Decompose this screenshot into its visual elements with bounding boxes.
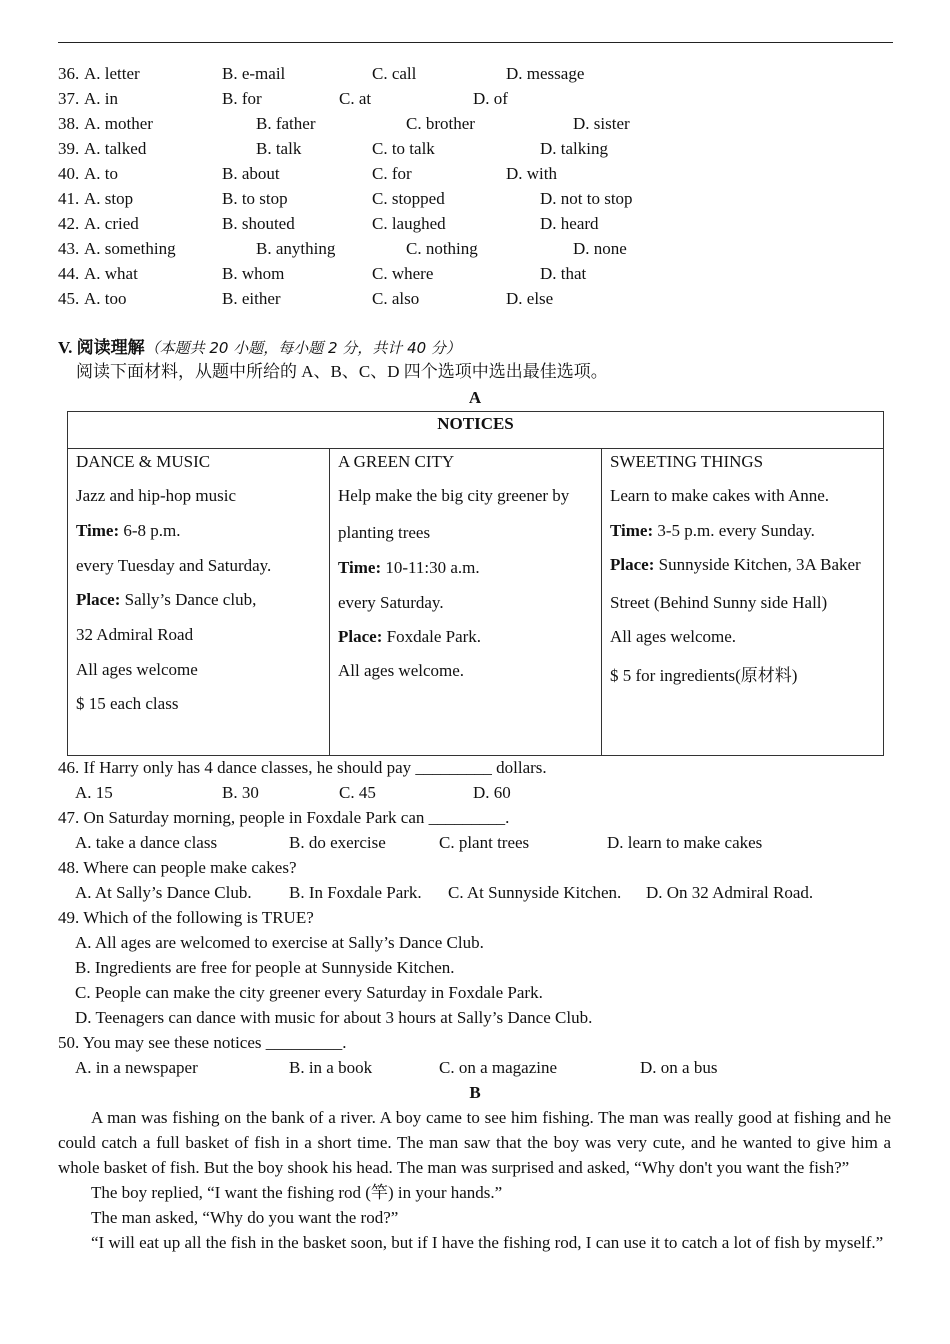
notice-ages: All ages welcome. — [610, 627, 737, 646]
option-a[interactable]: A. stop — [84, 189, 134, 208]
option-c[interactable]: C. nothing — [406, 239, 478, 258]
option-d[interactable]: D. 60 — [473, 783, 511, 802]
time-label: Time: — [610, 521, 654, 540]
notice-green-city — [330, 449, 602, 756]
notice-ages: All ages welcome — [76, 660, 198, 679]
option-d[interactable]: D. On 32 Admiral Road. — [646, 883, 814, 902]
section-instruction: 阅读下面材料，从题中所给的 A、B、C、D 四个选项中选出最佳选项。 — [76, 362, 608, 381]
option-d[interactable]: D. not to stop — [540, 189, 633, 208]
option-d[interactable]: D. of — [473, 89, 508, 108]
option-b[interactable]: B. whom — [222, 264, 285, 283]
option-d[interactable]: D. else — [506, 289, 554, 308]
option-a[interactable]: A. in a newspaper — [75, 1058, 198, 1077]
notice-time — [610, 521, 815, 541]
place-value: Sally’s Dance club, — [120, 590, 257, 609]
option-a[interactable]: A. something — [84, 239, 176, 258]
option-c[interactable]: C. At Sunnyside Kitchen. — [448, 883, 622, 902]
option-c[interactable]: C. laughed — [372, 214, 446, 233]
notice-place-address: 32 Admiral Road — [76, 625, 194, 644]
question-number: 38. — [58, 114, 80, 133]
section-title: V. 阅读理解 — [58, 338, 145, 357]
time-value: 6-8 p.m. — [119, 521, 181, 540]
time-value: 3-5 p.m. every Sunday. — [653, 521, 815, 540]
option-d[interactable]: D. talking — [540, 139, 608, 158]
notice-price: $ 15 each class — [76, 694, 179, 713]
option-c[interactable]: C. People can make the city greener every Saturday in Foxdale Park. — [75, 983, 543, 1002]
option-b[interactable]: B. 30 — [222, 783, 259, 802]
passage-b-paragraph-4: “I will eat up all the fish in the basket soon, but if I have the fishing rod, I can use it to catch a lot of fish by myself.” — [91, 1233, 884, 1252]
option-c[interactable]: C. to talk — [372, 139, 435, 158]
option-b[interactable]: B. either — [222, 289, 281, 308]
option-d[interactable]: D. sister — [573, 114, 630, 133]
place-value: Foxdale Park. — [382, 627, 482, 646]
question-number: 45. — [58, 289, 80, 308]
option-b[interactable]: B. Ingredients are free for people at Sunnyside Kitchen. — [75, 958, 455, 977]
option-a[interactable]: A. talked — [84, 139, 147, 158]
place-label: Place: — [76, 590, 121, 609]
place-label: Place: — [338, 627, 383, 646]
notices-title: NOTICES — [437, 414, 514, 433]
option-c[interactable]: C. at — [339, 89, 372, 108]
passage-b-paragraph-3: The man asked, “Why do you want the rod?” — [91, 1208, 399, 1227]
option-d[interactable]: D. message — [506, 64, 585, 83]
time-label: Time: — [76, 521, 120, 540]
question-stem: 47. On Saturday morning, people in Foxdale Park can _________. — [58, 808, 510, 827]
option-d[interactable]: D. with — [506, 164, 557, 183]
notices-table — [67, 411, 884, 756]
option-c[interactable]: C. plant trees — [439, 833, 530, 852]
option-a[interactable]: A. mother — [84, 114, 153, 133]
notice-time-days: every Tuesday and Saturday. — [76, 556, 272, 575]
question-stem: 49. Which of the following is TRUE? — [58, 908, 314, 927]
option-b[interactable]: B. for — [222, 89, 262, 108]
notice-time — [338, 558, 480, 578]
question-number: 39. — [58, 139, 80, 158]
question-number: 41. — [58, 189, 80, 208]
option-b[interactable]: B. talk — [256, 139, 302, 158]
question-number: 43. — [58, 239, 80, 258]
option-d[interactable]: D. on a bus — [640, 1058, 718, 1077]
option-c[interactable]: C. call — [372, 64, 417, 83]
option-b[interactable]: B. to stop — [222, 189, 288, 208]
option-a[interactable]: A. too — [84, 289, 127, 308]
option-b[interactable]: B. anything — [256, 239, 336, 258]
option-b[interactable]: B. do exercise — [289, 833, 386, 852]
option-c[interactable]: C. brother — [406, 114, 475, 133]
notice-price: $ 5 for ingredients(原材料) — [610, 666, 798, 685]
option-a[interactable]: A. 15 — [75, 783, 113, 802]
option-c[interactable]: C. for — [372, 164, 412, 183]
notice-time-days: every Saturday. — [338, 593, 444, 612]
option-b[interactable]: B. in a book — [289, 1058, 373, 1077]
notice-ages: All ages welcome. — [338, 661, 465, 680]
option-a[interactable]: A. At Sally’s Dance Club. — [75, 883, 252, 902]
question-number: 42. — [58, 214, 80, 233]
option-b[interactable]: B. father — [256, 114, 316, 133]
option-a[interactable]: A. in — [84, 89, 118, 108]
place-value: Sunnyside Kitchen, 3A Baker — [654, 555, 861, 574]
option-b[interactable]: B. In Foxdale Park. — [289, 883, 422, 902]
option-d[interactable]: D. learn to make cakes — [607, 833, 763, 852]
notice-sweeting-things — [602, 449, 884, 756]
option-a[interactable]: A. what — [84, 264, 138, 283]
time-label: Time: — [338, 558, 382, 577]
option-d[interactable]: D. heard — [540, 214, 599, 233]
notice-heading: A GREEN CITY — [338, 452, 455, 471]
section-heading — [58, 337, 461, 359]
notice-place — [76, 590, 256, 610]
passage-b-paragraph-2: The boy replied, “I want the fishing rod (竿) in your hands.” — [91, 1183, 503, 1202]
notice-place — [610, 555, 861, 575]
question-number: 40. — [58, 164, 80, 183]
question-stem: 46. If Harry only has 4 dance classes, he should pay _________ dollars. — [58, 758, 547, 777]
passage-b-paragraph-1: A man was fishing on the bank of a river. A boy came to see him fishing. The man was really good at fishing and he could catch a full basket of fish in a short time. The man saw that the boy was very cute, and he wanted to give him a whole basket of fish. But the boy shook his head. The man was surprised and asked, “Why don't you want the fish?” — [58, 1108, 891, 1177]
notice-heading: SWEETING THINGS — [610, 452, 764, 471]
question-number: 36. — [58, 64, 80, 83]
option-a[interactable]: A. letter — [84, 64, 140, 83]
option-a[interactable]: A. All ages are welcomed to exercise at Sally’s Dance Club. — [75, 933, 484, 952]
header-rule — [58, 42, 893, 43]
notice-time — [76, 521, 181, 541]
notice-place — [338, 627, 481, 647]
notice-desc-cont: planting trees — [338, 523, 431, 542]
option-b[interactable]: B. e-mail — [222, 64, 286, 83]
option-d[interactable]: D. Teenagers can dance with music for about 3 hours at Sally’s Dance Club. — [75, 1008, 593, 1027]
notice-heading: DANCE & MUSIC — [76, 452, 211, 471]
notice-desc: Help make the big city greener by — [338, 486, 570, 505]
option-a[interactable]: A. to — [84, 164, 118, 183]
option-b[interactable]: B. shouted — [222, 214, 295, 233]
option-c[interactable]: C. 45 — [339, 783, 376, 802]
notice-desc: Learn to make cakes with Anne. — [610, 486, 830, 505]
option-a[interactable]: A. cried — [84, 214, 139, 233]
section-note: （本题共 20 小题，每小题 2 分，共计 40 分） — [144, 339, 461, 357]
passage-a-label: A — [468, 388, 482, 407]
option-c[interactable]: C. also — [372, 289, 420, 308]
notices-title-cell — [68, 412, 884, 449]
question-stem: 50. You may see these notices _________. — [58, 1033, 347, 1052]
option-b[interactable]: B. about — [222, 164, 280, 183]
place-label: Place: — [610, 555, 655, 574]
question-number: 44. — [58, 264, 80, 283]
option-d[interactable]: D. that — [540, 264, 587, 283]
notice-place-address: Street (Behind Sunny side Hall) — [610, 593, 828, 612]
notice-desc: Jazz and hip-hop music — [76, 486, 237, 505]
option-d[interactable]: D. none — [573, 239, 627, 258]
notice-dance-music — [68, 449, 330, 756]
question-number: 37. — [58, 89, 80, 108]
question-stem: 48. Where can people make cakes? — [58, 858, 297, 877]
option-c[interactable]: C. on a magazine — [439, 1058, 558, 1077]
time-value: 10-11:30 a.m. — [381, 558, 480, 577]
option-c[interactable]: C. stopped — [372, 189, 445, 208]
passage-b-label: B — [469, 1083, 481, 1102]
option-c[interactable]: C. where — [372, 264, 434, 283]
option-a[interactable]: A. take a dance class — [75, 833, 218, 852]
